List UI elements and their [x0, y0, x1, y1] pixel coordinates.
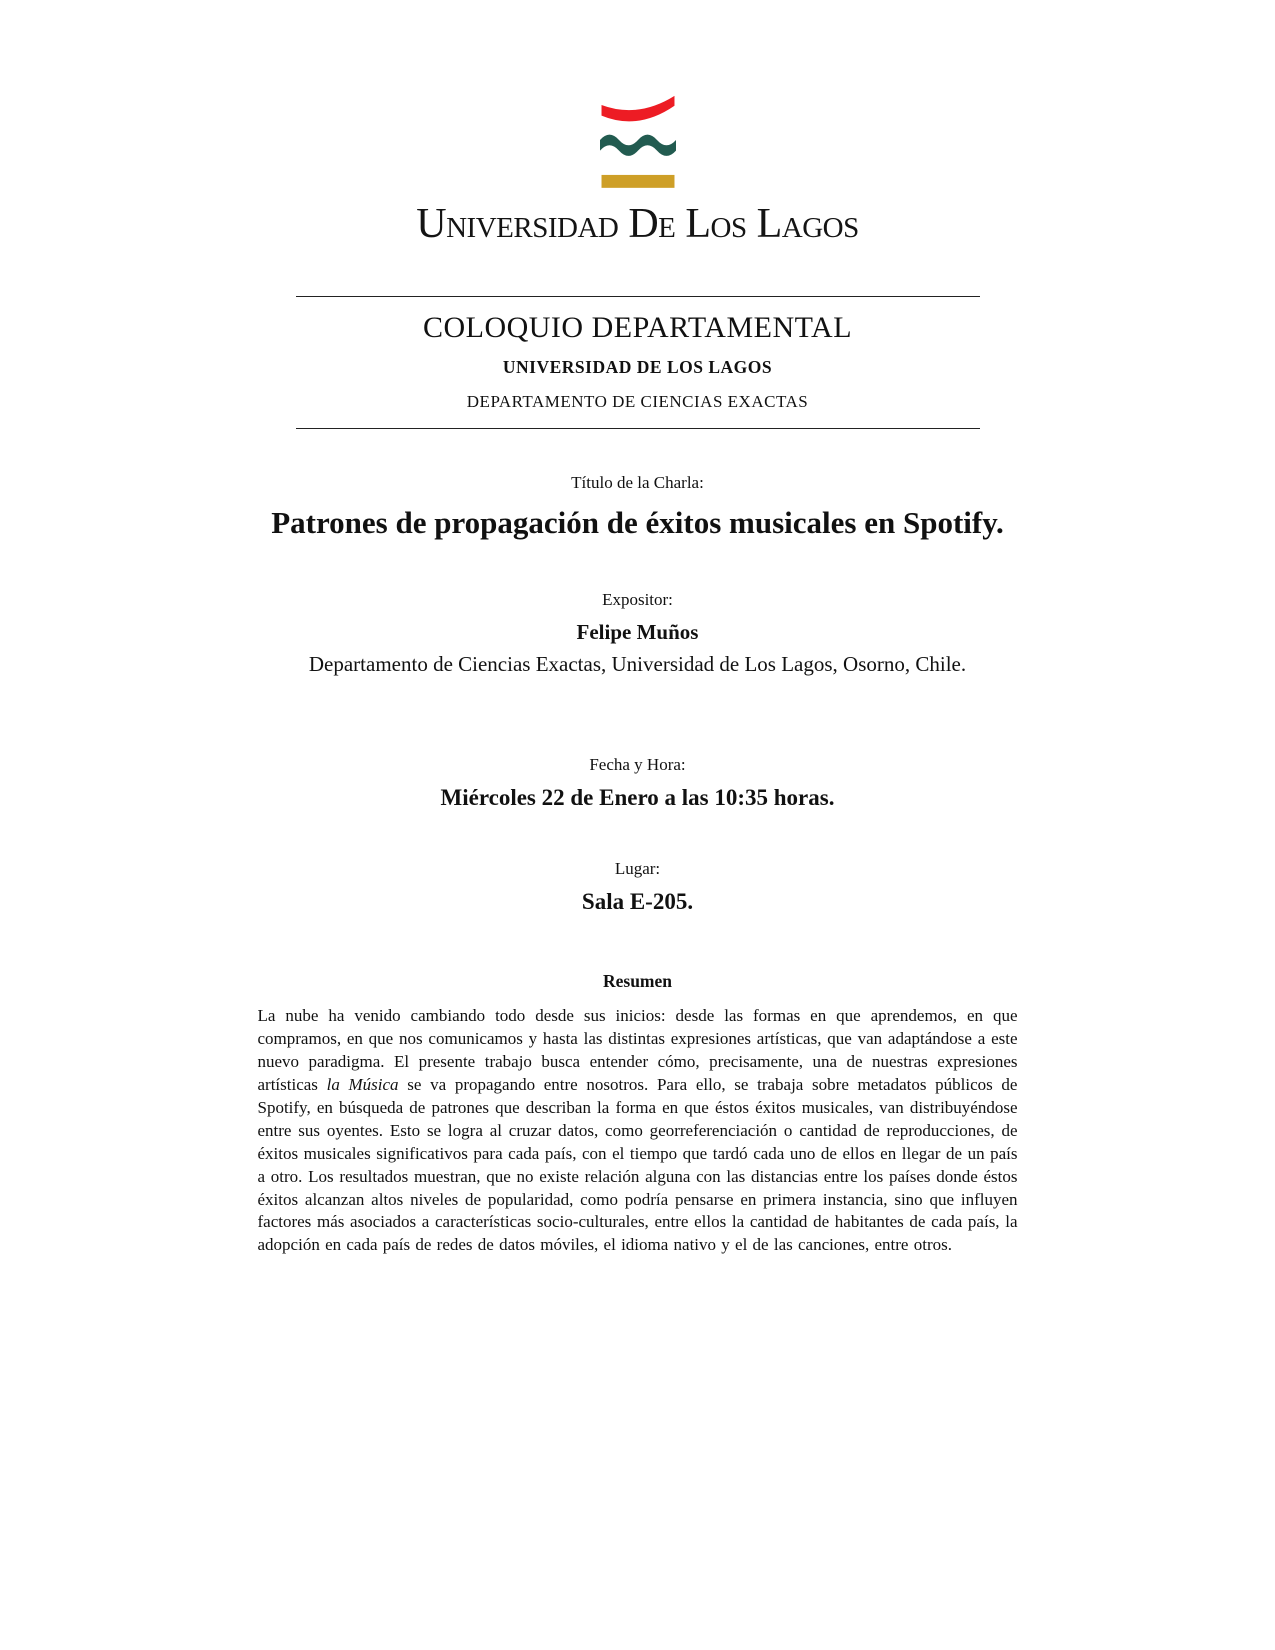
logo-gold-bar-icon [601, 175, 674, 188]
speaker-name: Felipe Muños [576, 620, 699, 644]
university-wordmark: Universidad De Los Lagos [416, 201, 859, 247]
talk-title-label: Título de la Charla: [571, 473, 704, 493]
university-logo [0, 0, 1275, 246]
colloquium-banner [296, 296, 980, 429]
banner-title: COLOQUIO DEPARTAMENTAL [422, 311, 853, 345]
banner-university: UNIVERSIDAD DE LOS LAGOS [502, 357, 773, 378]
banner-department: DEPARTAMENTO DE CIENCIAS EXACTAS [466, 392, 809, 412]
logo-green-wave-icon [600, 135, 676, 156]
abstract-heading: Resumen [602, 971, 673, 991]
location-label: Lugar: [614, 859, 661, 878]
logo-red-band-icon [601, 96, 674, 121]
abstract-text-after: se va propagando entre nosotros. Para ello, se trabaja sobre metadatos públicos de Spotify, en búsqueda de patrones que describan la forma en que éstos éxitos musicales, van distribuyéndose entre sus oyentes. Esto se logra al cruzar datos, como georreferenciación o cantidad de reproducciones, de éxitos musicales significativos para cada país, con el tiempo que tardó cada uno de ellos en llegar de un país a otro. Los resultados muestran, que no existe relación alguna con las distancias entre los países donde éstos éxitos alcanzan altos niveles de popularidad, como podría pensarse en primera instancia, sino que influyen factores más asociados a características socio-culturales, entre ellos la cantidad de habitantes de cada país, la adopción en cada país de redes de datos móviles, el idioma nativo y el de las canciones, entre otros. [257, 1074, 1018, 1255]
datetime-label: Fecha y Hora: [589, 755, 686, 774]
university-logo-icon [600, 94, 676, 192]
abstract-text-italic: la Música [326, 1074, 399, 1094]
speaker-affiliation: Departamento de Ciencias Exactas, Universidad de Los Lagos, Osorno, Chile. [308, 652, 967, 676]
speaker-label: Expositor: [602, 590, 673, 609]
datetime-value: Miércoles 22 de Enero a las 10:35 horas. [440, 785, 835, 810]
abstract-body [258, 1005, 1018, 1257]
talk-title: Patrones de propagación de éxitos musicales en Spotify. [271, 505, 1004, 541]
location-value: Sala E-205. [581, 889, 694, 914]
abstract-text-before: La nube ha venido cambiando todo desde sus inicios: desde las formas en que aprendemos, en que compramos, en que nos comunicamos y hasta las distintas expresiones artísticas, que van adaptándose a este nuevo paradigma. El presente trabajo busca entender cómo, precisamente, una de nuestras expresiones artísticas [257, 1006, 1018, 1094]
